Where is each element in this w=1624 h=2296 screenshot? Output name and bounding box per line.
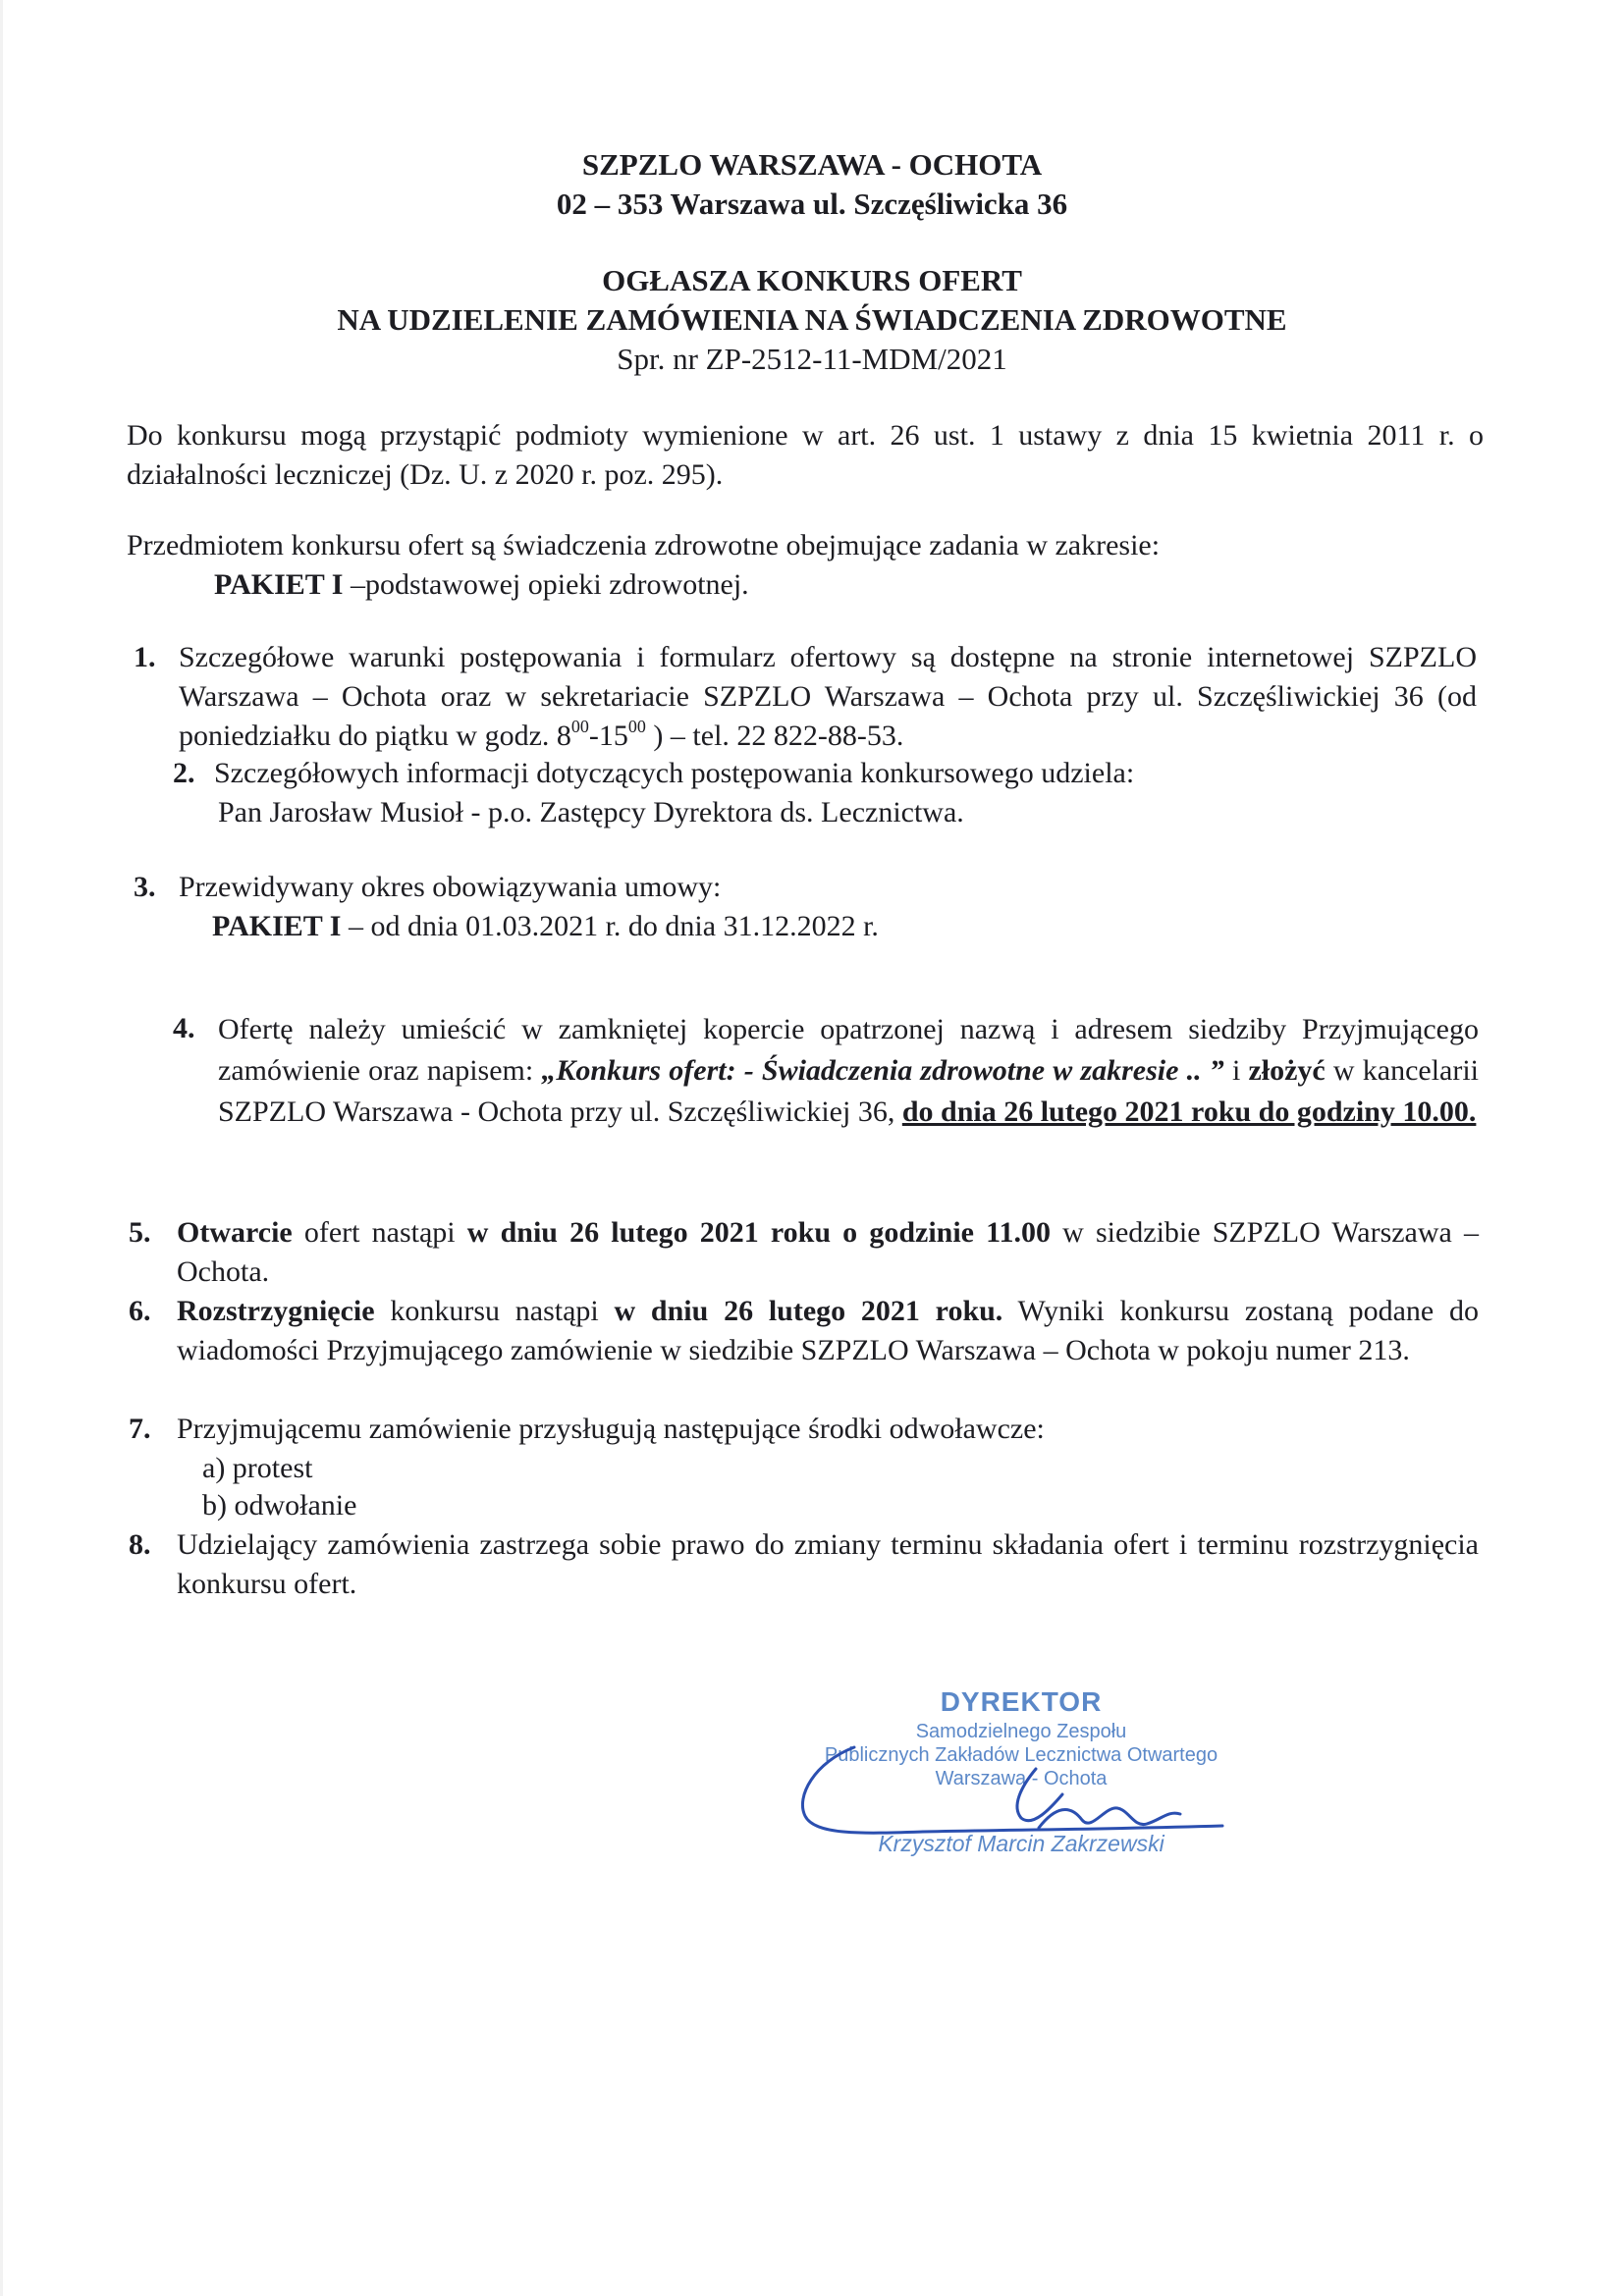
item-number-4: 4. [173,1012,195,1044]
subject-paragraph: Przedmiotem konkursu ofert są świadczenia zdrowotne obejmujące zadania w zakresie: [127,529,1161,561]
item-6-a: konkursu nastąpi [374,1295,615,1327]
item-8-text: Udzielający zamówienia zastrzega sobie prawo do zmiany terminu składania ofert i terminu rozstrzygnięcia konkursu ofert. [177,1528,1479,1600]
org-name: SZPZLO WARSZAWA - OCHOTA [581,147,1043,182]
item-4-text [218,1009,1479,1133]
item-3-pakiet: PAKIET I [212,910,342,942]
pakiet-line [214,565,1392,605]
item-number-7: 7. [129,1413,151,1445]
item-4-and: i [1223,1054,1249,1087]
stamp-line-3: Warszawa - Ochota [935,1768,1108,1789]
item-4-envelope-label: „Konkurs ofert: - Świadczenia zdrowotne w zakresie .. ” [541,1054,1224,1087]
stamp-line-2: Publicznych Zakładów Lecznictwa Otwartego [824,1744,1218,1766]
item-2-line-2: Pan Jarosław Musioł - p.o. Zastępcy Dyrektora ds. Lecznictwa. [218,796,964,828]
announce-title: OGŁASZA KONKURS OFERT [602,263,1022,297]
pakiet-label: PAKIET I [214,568,344,601]
item-5-text [177,1213,1479,1292]
item-6-resolution: Rozstrzygnięcie [177,1295,375,1327]
item-6-when: w dniu 26 lutego 2021 roku. [614,1295,1003,1327]
item-5-a: ofert nastąpi [292,1216,467,1249]
org-address: 02 – 353 Warszawa ul. Szczęśliwicka 36 [556,187,1068,221]
stamp-line-1: Samodzielnego Zespołu [915,1721,1127,1742]
item-3-line-1: Przewidywany okres obowiązywania umowy: [179,871,722,903]
item-5-opening: Otwarcie [177,1216,293,1249]
item-4-submit: złożyć [1248,1054,1326,1087]
item-2-line-1: Szczegółowych informacji dotyczących postępowania konkursowego udziela: [214,757,1135,789]
item-1-body: Szczegółowe warunki postępowania i formularz ofertowy są dostępne na stronie internetowej SZPZLO Warszawa – Ochota oraz w sekretariacie SZPZLO Warszawa – Ochota przy ul. Szczęśliwickiej 36 (od poniedziałku do piątku w godz. 8 [179,641,1477,752]
item-number-5: 5. [129,1216,151,1249]
item-4-deadline: do dnia 26 lutego 2021 roku do godziny 10.00. [901,1095,1477,1128]
item-number-8: 8. [129,1528,151,1561]
item-1-sup-close: 00 [627,717,646,736]
case-number: Spr. nr ZP-2512-11-MDM/2021 [617,342,1007,376]
item-7-text: Przyjmującemu zamówienie przysługują następujące środki odwoławcze: [177,1413,1045,1445]
item-3-line-2 [212,907,1479,946]
item-7-option-b: b) odwołanie [202,1489,357,1522]
stamp-title: DYREKTOR [940,1686,1103,1717]
item-1-phone: ) – tel. 22 822-88-53. [645,720,904,752]
eligibility-paragraph: Do konkursu mogą przystąpić podmioty wymienione w art. 26 ust. 1 ustawy z dnia 15 kwietnia 2011 r. o działalności leczniczej (Dz. U. z 2020 r. poz. 295). [127,419,1484,491]
item-number-1: 1. [134,641,156,673]
item-1-sup-open: 00 [570,717,589,736]
item-6-text [177,1292,1479,1370]
item-4-body: Ofertę należy umieścić w zamkniętej kopercie opatrzonej nazwą i adresem siedziby Przyjmującego zamówienie oraz napisem: [218,1013,1479,1087]
item-7-option-a: a) protest [202,1452,313,1484]
item-1-mid: -15 [588,720,628,752]
item-6-b: Wyniki konkursu zostaną podane do wiadomości Przyjmującego zamówienie w siedzibie SZPZLO Warszawa – Ochota w pokoju numer 213. [177,1295,1479,1366]
announce-subtitle: NA UDZIELENIE ZAMÓWIENIA NA ŚWIADCZENIA ZDROWOTNE [337,302,1287,337]
item-5-when: w dniu 26 lutego 2021 roku o godzinie 11.00 [466,1216,1051,1249]
item-5-b: w siedzibie SZPZLO Warszawa – Ochota. [177,1216,1479,1288]
item-1-text [179,638,1477,756]
pakiet-text: –podstawowej opieki zdrowotnej. [343,568,749,601]
item-number-2: 2. [173,757,195,789]
item-number-3: 3. [134,871,156,903]
item-3-dates: – od dnia 01.03.2021 r. do dnia 31.12.2022 r. [341,910,879,942]
stamp-signatory-name: Krzysztof Marcin Zakrzewski [878,1831,1164,1856]
item-4-where: w kancelarii SZPZLO Warszawa - Ochota przy ul. Szczęśliwickiej 36, [218,1054,1480,1128]
item-number-6: 6. [129,1295,151,1327]
handwritten-signature [776,1708,1247,1855]
